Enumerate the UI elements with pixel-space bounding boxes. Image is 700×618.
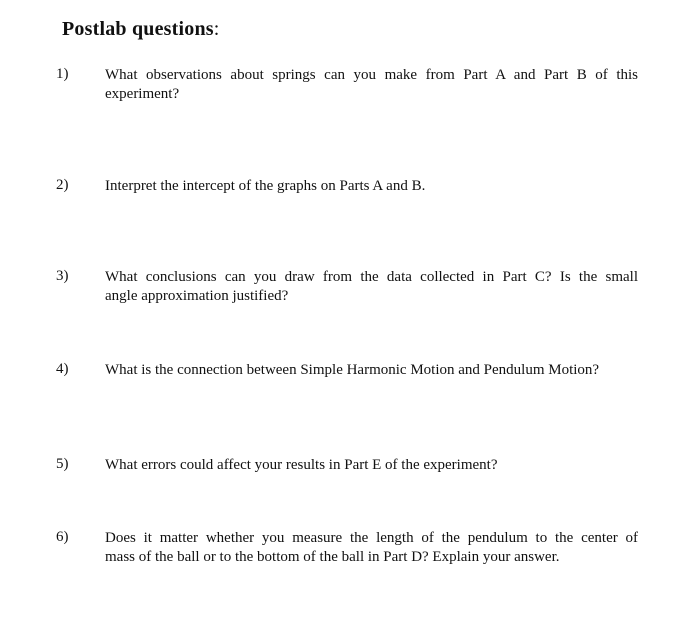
question-text [105,529,638,567]
question-text-line: angle approximation justified? [105,288,289,304]
question-text [105,268,638,306]
question-text-line: What conclusions can you draw from the data collected in Part C? Is the small [105,269,638,285]
question-text [105,177,638,196]
question-text-line: What observations about springs can you make from Part A and Part B of this [105,67,638,83]
question-text [105,456,638,475]
question-text [105,66,638,104]
question-text-line: What errors could affect your results in Part E of the experiment? [105,457,498,473]
question-text-line: experiment? [105,86,180,102]
question-text-line: mass of the ball or to the bottom of the ball in Part D? Explain your answer. [105,549,560,565]
question-number: 4) [56,361,69,377]
page-title-colon: : [213,18,220,40]
page-title-text: Postlab questions [62,18,214,40]
question-number: 1) [56,66,69,82]
question-number: 5) [56,456,69,472]
question-text-line: Interpret the intercept of the graphs on Parts A and B. [105,178,426,194]
question-text [105,361,638,380]
question-number: 2) [56,177,69,193]
question-number: 6) [56,529,69,545]
page-title [62,18,220,41]
question-text-line: Does it matter whether you measure the length of the pendulum to the center of [105,530,638,546]
question-number: 3) [56,268,69,284]
question-text-line: What is the connection between Simple Harmonic Motion and Pendulum Motion? [105,362,600,378]
